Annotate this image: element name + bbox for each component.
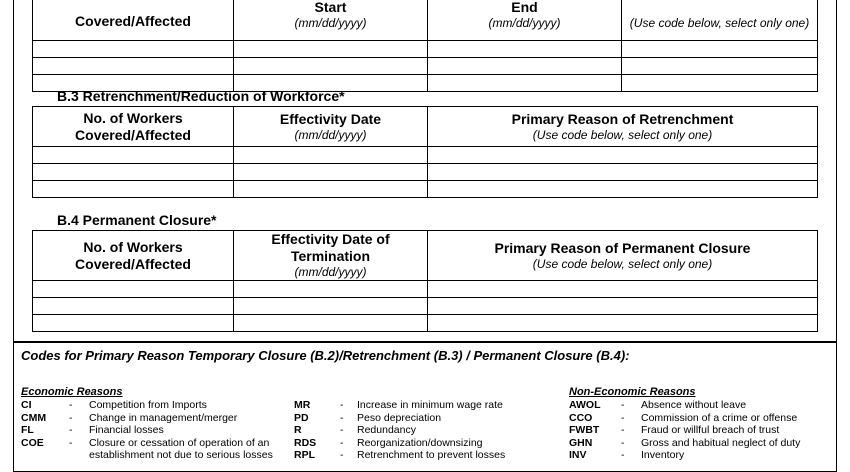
b4-col-workers [33,231,234,281]
b3-cell-workers[interactable] [33,164,234,181]
b4-header-row [33,231,818,281]
code-description: establishment not due to serious losses [89,449,273,461]
code-description: Peso depreciation [357,411,442,424]
code-description: Financial losses [89,424,164,436]
b4-cell-reason[interactable] [428,281,818,298]
table-row [33,41,818,58]
code-label: AWOL [569,399,601,411]
code-label: CI [21,399,32,411]
b3-col2-sub: (mm/dd/yyyy) [294,127,367,142]
b3-cell-workers[interactable] [33,181,234,198]
table-row [33,298,818,315]
code-label: CCO [569,411,593,424]
b2-col3-header: End [511,0,538,15]
b2-cell-workers[interactable] [33,58,234,75]
code-dash: - [69,424,73,436]
b2-cell-start[interactable] [234,58,428,75]
b3-cell-workers[interactable] [33,147,234,164]
b2-cell-end[interactable] [428,75,622,92]
b3-cell-reason[interactable] [428,164,818,181]
b3-cell-date[interactable] [234,164,428,181]
b3-header-row [33,107,818,147]
code-description: Gross and habitual neglect of duty [641,436,801,449]
table-row [33,164,818,181]
b4-col2-sub: (mm/dd/yyyy) [294,265,367,279]
table-row [33,181,818,198]
b4-cell-workers[interactable] [33,281,234,298]
b3-col1-header-l2: Covered/Affected [75,126,191,143]
code-label: INV [569,449,587,461]
code-description: Change in management/merger [89,411,238,424]
b3-col-reason [428,107,818,147]
b3-col3-sub: (Use code below, select only one) [532,127,713,142]
table-row [33,147,818,164]
b3-col2-header: Effectivity Date [279,110,382,127]
b4-cell-date[interactable] [234,315,428,332]
code-description: Competition from Imports [89,399,207,411]
code-description: Closure or cessation of operation of an [89,436,270,449]
code-label: RDS [294,436,317,449]
code-label: FL [21,424,34,436]
b2-col-workers [33,0,234,41]
b2-cell-reason[interactable] [622,41,818,58]
b4-cell-date[interactable] [234,281,428,298]
b4-col2-header-l1: Effectivity Date of [271,231,390,247]
b2-cell-end[interactable] [428,41,622,58]
b3-cell-reason[interactable] [428,147,818,164]
b2-col4-sub: (Use code below, select only one) [629,15,810,30]
code-label: GHN [569,436,593,449]
b4-table [32,230,818,332]
code-dash: - [69,411,73,424]
code-label: PD [294,411,309,424]
non-economic-reasons-title: Non-Economic Reasons [569,386,696,398]
b3-cell-date[interactable] [234,147,428,164]
b2-cell-reason[interactable] [622,58,818,75]
code-dash: - [340,424,344,436]
b2-col-end [428,0,622,41]
code-description: Absence without leave [641,399,747,411]
b4-col2-header-l2: Termination [290,248,371,264]
b2-col-reason [622,0,818,41]
codes-title: Codes for Primary Reason Temporary Closure (B.2)/Retrenchment (B.3) / Permanent Closure (B.4): [21,348,630,363]
b4-col1-header-l1: No. of Workers [83,238,183,255]
b4-col1-header-l2: Covered/Affected [75,255,191,272]
code-dash: - [621,411,625,424]
b3-col3-header: Primary Reason of Retrenchment [511,110,734,127]
code-description: Increase in minimum wage rate [357,399,503,411]
code-description: Fraud or willful breach of trust [641,424,780,436]
b2-cell-end[interactable] [428,58,622,75]
b3-col1-header-l1: No. of Workers [83,109,183,126]
b2-col3-sub: (mm/dd/yyyy) [488,15,561,30]
code-label: R [294,424,302,436]
b4-cell-reason[interactable] [428,298,818,315]
economic-reasons-title: Economic Reasons [21,386,123,398]
code-dash: - [621,424,625,436]
code-description: Retrenchment to prevent losses [357,449,506,461]
code-description: Inventory [641,449,685,461]
b3-col-workers [33,107,234,147]
b3-cell-date[interactable] [234,181,428,198]
table-row [33,58,818,75]
code-dash: - [69,399,73,411]
code-description: Reorganization/downsizing [357,436,483,449]
code-dash: - [621,449,625,461]
code-label: CMM [21,411,47,424]
b4-col-reason [428,231,818,281]
code-description: Commission of a crime or offense [641,411,798,424]
b4-col3-sub: (Use code below, select only one) [532,256,713,271]
b4-col3-header: Primary Reason of Permanent Closure [494,239,751,256]
table-row [33,281,818,298]
b4-cell-date[interactable] [234,298,428,315]
table-row [33,315,818,332]
b3-table [32,106,818,198]
code-description: Redundancy [357,424,416,436]
code-dash: - [621,436,625,449]
b2-cell-start[interactable] [234,41,428,58]
b4-cell-workers[interactable] [33,315,234,332]
code-label: RPL [294,449,315,461]
b2-col-start [234,0,428,41]
b3-cell-reason[interactable] [428,181,818,198]
code-dash: - [340,399,344,411]
code-dash: - [340,436,344,449]
code-label: COE [21,436,44,449]
code-dash: - [340,411,344,424]
b2-header-row [33,0,818,41]
b2-table [32,0,818,92]
code-label: FWBT [569,424,600,436]
b4-col-date [234,231,428,281]
code-label: MR [294,399,311,411]
b2-col2-sub: (mm/dd/yyyy) [294,15,367,30]
b3-section-title: B.3 Retrenchment/Reduction of Workforce* [57,88,345,104]
b2-cell-reason[interactable] [622,75,818,92]
b2-col1-header: Covered/Affected [75,13,191,29]
b3-col-date [234,107,428,147]
b4-section-title: B.4 Permanent Closure* [57,212,217,228]
b2-cell-workers[interactable] [33,41,234,58]
code-dash: - [621,399,625,411]
b2-col2-header: Start [314,0,347,15]
b4-cell-workers[interactable] [33,298,234,315]
b4-cell-reason[interactable] [428,315,818,332]
code-dash: - [340,449,344,461]
code-dash: - [69,436,73,449]
